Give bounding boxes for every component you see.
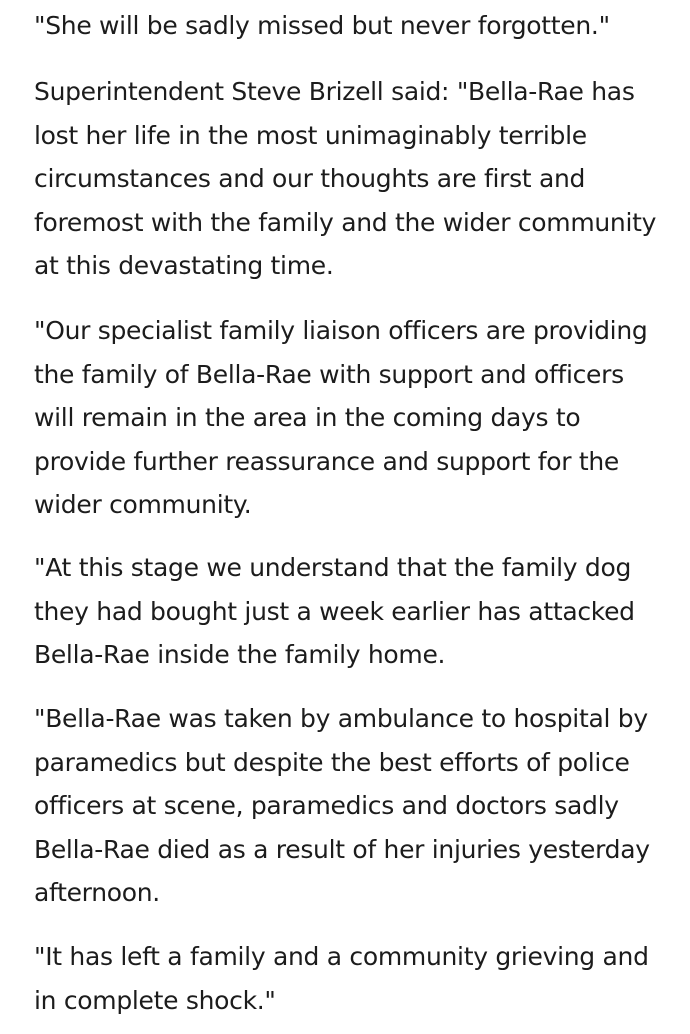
text-line: will remain in the area in the coming days to [34, 403, 581, 432]
statement-paragraph [34, 70, 664, 288]
text-line: they had bought just a week earlier has attacked [34, 596, 635, 626]
text-line: provide further reassurance and support for the [34, 446, 620, 476]
text-line: wider community. [34, 490, 252, 519]
text-line: Bella-Rae inside the family home. [34, 640, 446, 669]
text-line: "At this stage we understand that the family dog [34, 553, 632, 582]
hospital-paragraph [34, 697, 664, 915]
text-line: "Bella-Rae was taken by ambulance to hospital by [34, 704, 648, 733]
text-line: "She will be sadly missed but never forgotten." [34, 11, 610, 40]
text-line: "It has left a family and a community grieving and [34, 942, 649, 971]
closing-paragraph [34, 935, 664, 1022]
text-line: officers at scene, paramedics and doctors sadly [34, 791, 619, 820]
text-line: Superintendent Steve Brizell said: "Bella-Rae has [34, 77, 635, 106]
text-line: the family of Bella-Rae with support and officers [34, 359, 624, 389]
text-line: paramedics but despite the best efforts of police [34, 747, 630, 777]
liaison-paragraph [34, 309, 664, 527]
quote-paragraph [34, 4, 664, 48]
text-line: Bella-Rae died as a result of her injuries yesterday [34, 834, 650, 864]
dog-attack-paragraph [34, 546, 664, 677]
text-line: "Our specialist family liaison officers are providing [34, 316, 648, 345]
text-line: circumstances and our thoughts are first and [34, 164, 586, 193]
text-line: lost her life in the most unimaginably terrible [34, 120, 587, 150]
text-line: foremost with the family and the wider community [34, 207, 657, 237]
text-line: afternoon. [34, 878, 160, 907]
text-line: at this devastating time. [34, 251, 334, 280]
text-line: in complete shock." [34, 985, 276, 1015]
